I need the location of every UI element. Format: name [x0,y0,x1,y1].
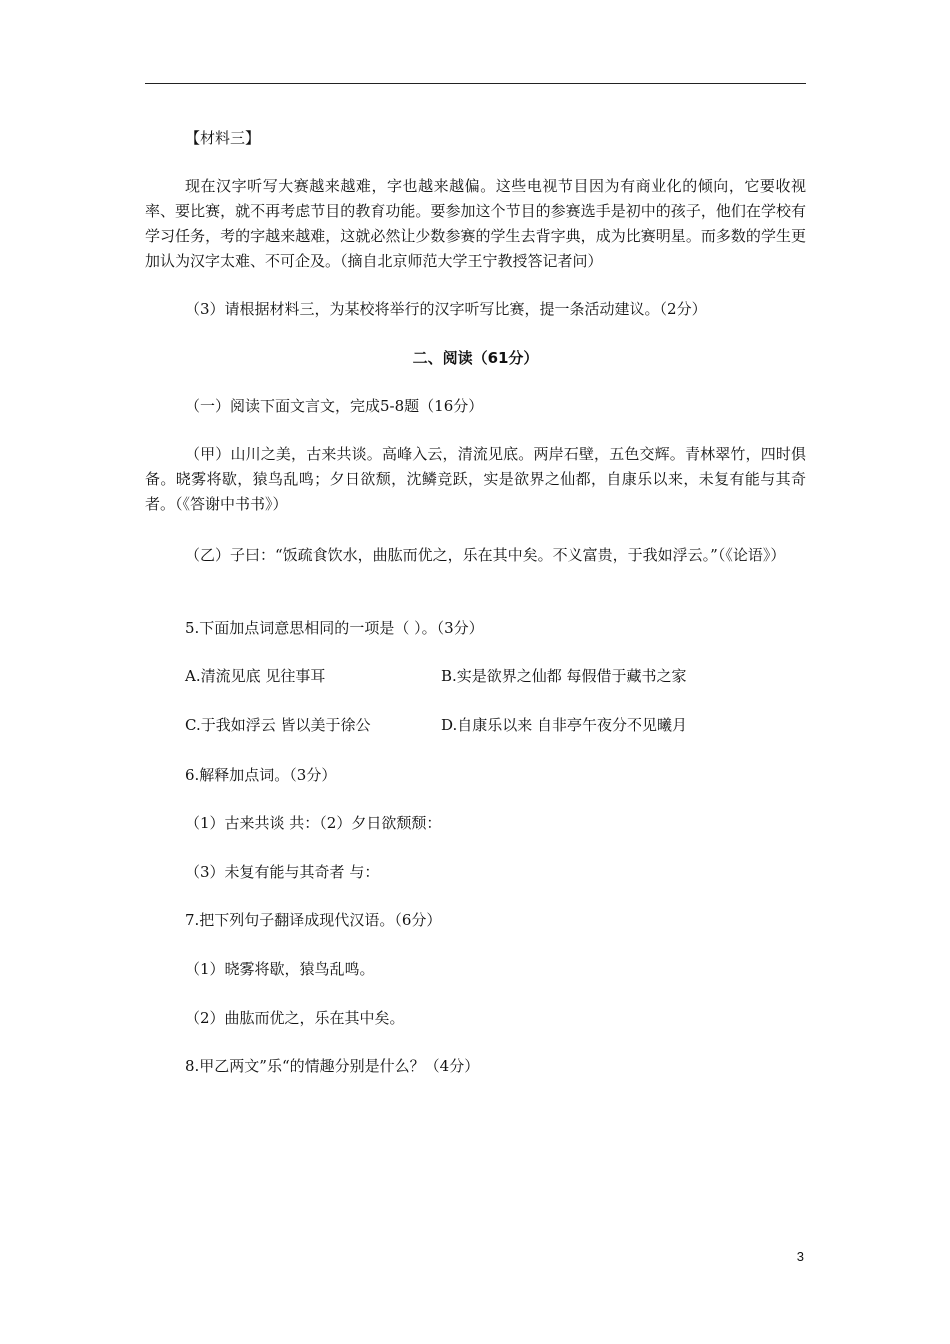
q6-item-1-2: （1）古来共谈 共：（2）夕日欲颓颓： [185,814,442,832]
question-5: 5.下面加点词意思相同的一项是（ ）。（3分） [185,619,484,637]
q7-item-2: （2）曲肱而优之，乐在其中矣。 [185,1009,405,1027]
header-rule [145,83,806,84]
q5-option-c: C.于我如浮云 皆以美于徐公 [185,716,371,734]
question-7: 7.把下列句子翻译成现代汉语。（6分） [185,911,442,929]
q5-option-a: A.清流见底 见往事耳 [185,667,326,685]
text-yi-body: （乙）子曰：“饭疏食饮水，曲肱而优之，乐在其中矣。不义富贵，于我如浮云。”（《论语》） [185,546,786,564]
question-3: （3）请根据材料三，为某校将举行的汉字听写比赛，提一条活动建议。（2分） [185,300,707,318]
question-8: 8.甲乙两文”乐“的情趣分别是什么？（4分） [185,1057,480,1075]
material3-text: 现在汉字听写大赛越来越难，字也越来越偏。这些电视节目因为有商业化的倾向，它要收视率、要比赛，就不再考虑节目的教育功能。要参加这个节目的参赛选手是初中的孩子，他们在学校有学习任务，考的字越来越难，这就必然让少数参赛的学生去背字典，成为比赛明星。而多数的学生更加认为汉字太难、不可企及。（摘自北京师范大学王宁教授答记者问） [145,177,806,270]
q5-option-b: B.实是欲界之仙都 每假借于藏书之家 [441,667,687,685]
section-title: 二、阅读（61分） [412,349,539,367]
text-yi [145,543,806,568]
text-jia-body: （甲）山川之美，古来共谈。高峰入云，清流见底。两岸石壁，五色交辉。青林翠竹，四时俱备。晓雾将歇，猿鸟乱鸣；夕日欲颓，沈鳞竞跃，实是欲界之仙都，自康乐以来，未复有能与其奇者。（《答谢中书书》） [145,445,806,513]
question-6: 6.解释加点词。（3分） [185,766,337,784]
material3-heading: 【材料三】 [185,129,261,147]
part1-intro: （一）阅读下面文言文，完成5-8题（16分） [185,397,484,415]
page-number: 3 [796,1249,804,1264]
material3-paragraph [145,174,806,274]
q6-item-3: （3）未复有能与其奇者 与： [185,863,380,881]
q7-item-1: （1）晓雾将歇，猿鸟乱鸣。 [185,960,375,978]
q5-row-cd [145,714,846,737]
q5-option-d: D.自康乐以来 自非亭午夜分不见曦月 [441,716,688,734]
text-jia [145,442,806,517]
q5-row-ab [145,665,846,688]
